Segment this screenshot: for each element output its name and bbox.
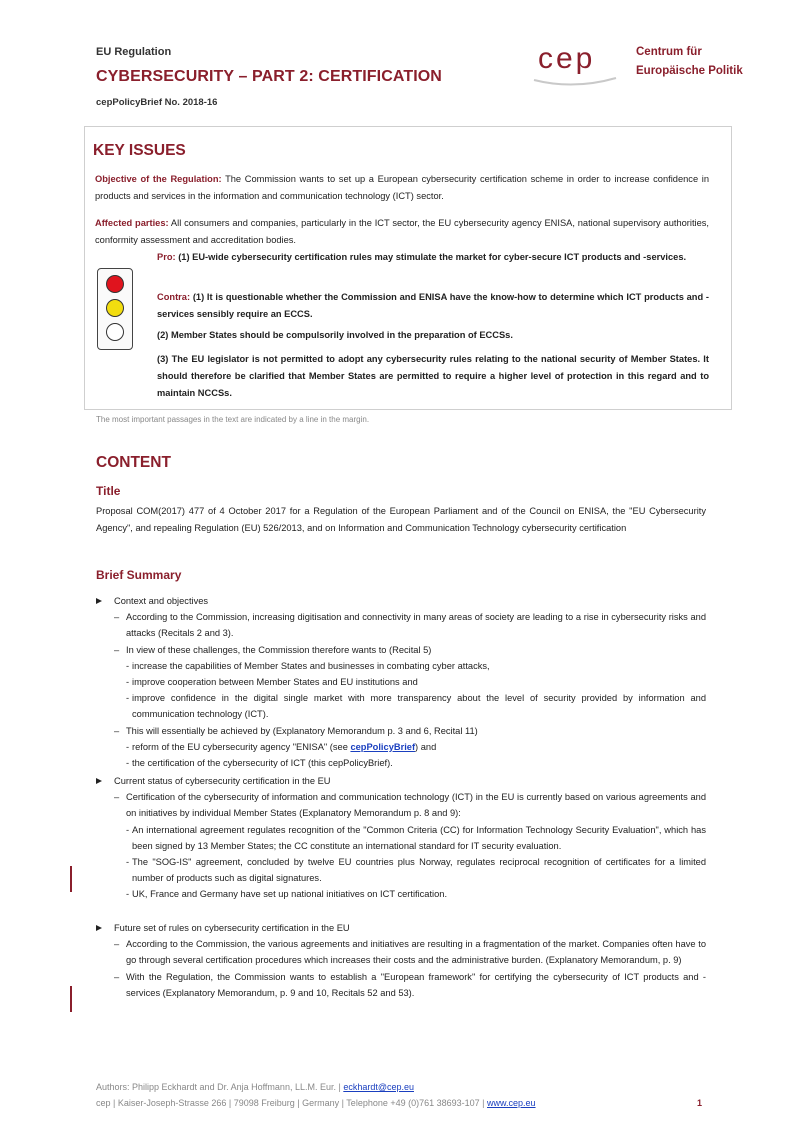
sub-list-item-text: The "SOG-IS" agreement, concluded by twelve EU countries plus Norway, regulates reciprocal recognition of certificates for a limited number of products such as digital signatures. [132,857,706,884]
objective-label: Objective of the Regulation: [95,174,222,184]
section-future-rules [96,920,706,1001]
pro-text: (1) EU-wide cybersecurity certification rules may stimulate the market for cyber-secure ICT products and -services. [175,252,687,262]
sub-list-item: - reform of the EU cybersecurity agency "ENISA" (see cepPolicyBrief) and [126,741,437,752]
sub-list-item: - improve confidence in the digital single market with more transparency about the level of security provided by information and communication technology (ICT). [126,693,706,720]
brief-number: cepPolicyBrief No. 2018-16 [96,97,218,108]
contra-point-2: (2) Member States should be compulsorily involved in the preparation of ECCSs. [157,330,513,340]
sub-list-item-text: improve cooperation between Member States and EU institutions and [132,677,418,688]
footer-address [96,1098,536,1108]
section-head-text: Current status of cybersecurity certification in the EU [114,776,331,786]
contra-label: Contra: [157,292,191,302]
section-head [96,593,706,609]
footer-address-text: cep | Kaiser-Joseph-Strasse 266 | 79098 Freiburg | Germany | Telephone +49 (0)761 38693-107 | [96,1098,488,1108]
title-heading: Title [96,484,121,498]
section-head [96,773,706,789]
logo-org-line2: Europäische Politik [636,65,743,77]
affected-label: Affected parties: [95,218,169,228]
list-item-text: With the Regulation, the Commission wants to establish a "European framework" for certifying the cybersecurity of ICT products and -services (Explanatory Memorandum, p. 9 and 10, Recitals 52 and 53). [126,971,706,998]
list-item: – This will essentially be achieved by (Explanatory Memorandum p. 3 and 6, Recital 11) [114,725,478,736]
margin-line-marker [70,986,72,1012]
page-number: 1 [697,1098,703,1108]
traffic-light-icon [97,268,133,350]
website-link[interactable]: www.cep.eu [487,1098,536,1108]
section-current-status [96,773,706,903]
section-head-text: Context and objectives [114,596,209,606]
sub-list-item: - the certification of the cybersecurity of ICT (this cepPolicyBrief). [126,758,393,769]
list-item: – In view of these challenges, the Commission therefore wants to (Recital 5) [114,644,432,655]
cep-logo [526,40,766,90]
logo-org-line1: Centrum für [636,46,702,58]
yellow-lamp-icon [106,299,124,317]
affected-text: All consumers and companies, particularly in the ICT sector, the EU cybersecurity agency ENISA, national supervisory authorities, conformity assessment and accreditation bodies. [95,218,709,245]
red-lamp-icon [106,275,124,293]
pro-paragraph [157,249,709,266]
document-title: CYBERSECURITY – PART 2: CERTIFICATION [96,68,442,85]
off-lamp-icon [106,323,124,341]
triangle-bullet-icon [96,598,102,604]
pro-label: Pro: [157,252,176,262]
margin-line-marker [70,866,72,892]
section-context-objectives [96,593,706,771]
contra-paragraph [157,289,709,323]
brief-summary-heading: Brief Summary [96,568,182,582]
sub-list-item: - The "SOG-IS" agreement, concluded by twelve EU countries plus Norway, regulates reciprocal recognition of certificates for a limited number of products such as digital signatures. [126,857,706,884]
list-item-text: Certification of the cybersecurity of information and communication technology (ICT) in the EU is currently based on various agreements and on initiatives by individual Member States (Explanatory Memorandum p. 8 and 9): [126,792,706,819]
list-item-text: According to the Commission, increasing digitisation and connectivity in many areas of society are leading to a rise in cybersecurity risks and attacks (Recitals 2 and 3). [126,612,706,639]
footer-authors-text: Authors: Philipp Eckhardt and Dr. Anja Hoffmann, LL.M. Eur. | [96,1082,344,1092]
triangle-bullet-icon [96,778,102,784]
list-item: – According to the Commission, the various agreements and initiatives are resulting in a fragmentation of the market. Companies often have to go through several certification procedures which increases their costs and the administrative burden. (Explanatory Memorandum, p. 9) [114,939,706,966]
sub-list-item-text: the certification of the cybersecurity of ICT (this cepPolicyBrief). [132,758,393,769]
list-item: – Certification of the cybersecurity of information and communication technology (ICT) in the EU is currently based on various agreements and on initiatives by individual Member States (Explanatory Memorandum p. 8 and 9): [114,792,706,819]
title-text: Proposal COM(2017) 477 of 4 October 2017 for a Regulation of the European Parliament and of the Council on ENISA, the "EU Cybersecurity Agency", and repealing Regulation (EU) 526/2013, and on Information and Communication Technology cybersecurity certification [96,506,706,533]
sub-list-item-text: improve confidence in the digital single market with more transparency about the level of security provided by information and communication technology (ICT). [132,693,706,720]
triangle-bullet-icon [96,925,102,931]
sub-list-item: - increase the capabilities of Member States and businesses in combating cyber attacks, [126,660,490,671]
list-item: – According to the Commission, increasing digitisation and connectivity in many areas of society are leading to a rise in cybersecurity risks and attacks (Recitals 2 and 3). [114,612,706,639]
section-head-text: Future set of rules on cybersecurity certification in the EU [114,923,350,933]
sub-list-item-text: An international agreement regulates recognition of the "Common Criteria (CC) for Information Technology Security Evaluation", which has been signed by 13 Member States; the CC constitute an international standard for IT security evaluation. [132,824,706,851]
list-item-text: In view of these challenges, the Commission therefore wants to (Recital 5) [126,644,432,655]
affected-paragraph [95,215,709,249]
author-email-link[interactable]: eckhardt@cep.eu [343,1082,414,1092]
objective-paragraph [95,171,709,205]
cep-policy-brief-link[interactable]: cepPolicyBrief [350,741,416,752]
margin-note: The most important passages in the text are indicated by a line in the margin. [96,415,370,424]
contra-point-3: (3) The EU legislator is not permitted to adopt any cybersecurity rules relating to the national security of Member States. It should therefore be clarified that Member States are permitted to require a higher level of protection in this regard and to maintain NCCSs. [157,354,709,398]
document-category: EU Regulation [96,46,172,58]
sub-list-item: - An international agreement regulates recognition of the "Common Criteria (CC) for Information Technology Security Evaluation", which has been signed by 13 Member States; the CC constitute an international standard for IT security evaluation. [126,824,706,851]
sub-list-item-text-end: ) and [415,741,437,752]
content-heading: CONTENT [96,454,171,471]
list-item: – With the Regulation, the Commission wants to establish a "European framework" for certifying the cybersecurity of ICT products and -services (Explanatory Memorandum, p. 9 and 10, Recitals 52 and 53). [114,971,706,998]
sub-list-item-text: UK, France and Germany have set up national initiatives on ICT certification. [132,889,448,900]
contra-text: (1) It is questionable whether the Commission and ENISA have the know-how to determine which ICT products and -services sensibly require an ECCS. [157,292,709,319]
section-head [96,920,706,936]
sub-list-item: - improve cooperation between Member States and EU institutions and [126,677,418,688]
sub-list-item-text: reform of the EU cybersecurity agency "ENISA" (see [132,741,351,752]
list-item-text: According to the Commission, the various agreements and initiatives are resulting in a fragmentation of the market. Companies often have to go through several certification procedures which increases their costs and the administrative burden. (Explanatory Memorandum, p. 9) [126,939,706,966]
key-issues-heading: KEY ISSUES [93,142,186,159]
sub-list-item: - UK, France and Germany have set up national initiatives on ICT certification. [126,889,448,900]
footer-authors [96,1082,414,1092]
logo-wordmark: cep [538,42,596,75]
key-issues-box [84,126,732,410]
sub-list-item-text: increase the capabilities of Member States and businesses in combating cyber attacks, [132,660,490,671]
objective-text: The Commission wants to set up a European cybersecurity certification scheme in order to increase confidence in products and services in the information and communication technology (ICT) sector. [95,174,709,201]
list-item-text: This will essentially be achieved by (Explanatory Memorandum p. 3 and 6, Recital 11) [126,725,478,736]
